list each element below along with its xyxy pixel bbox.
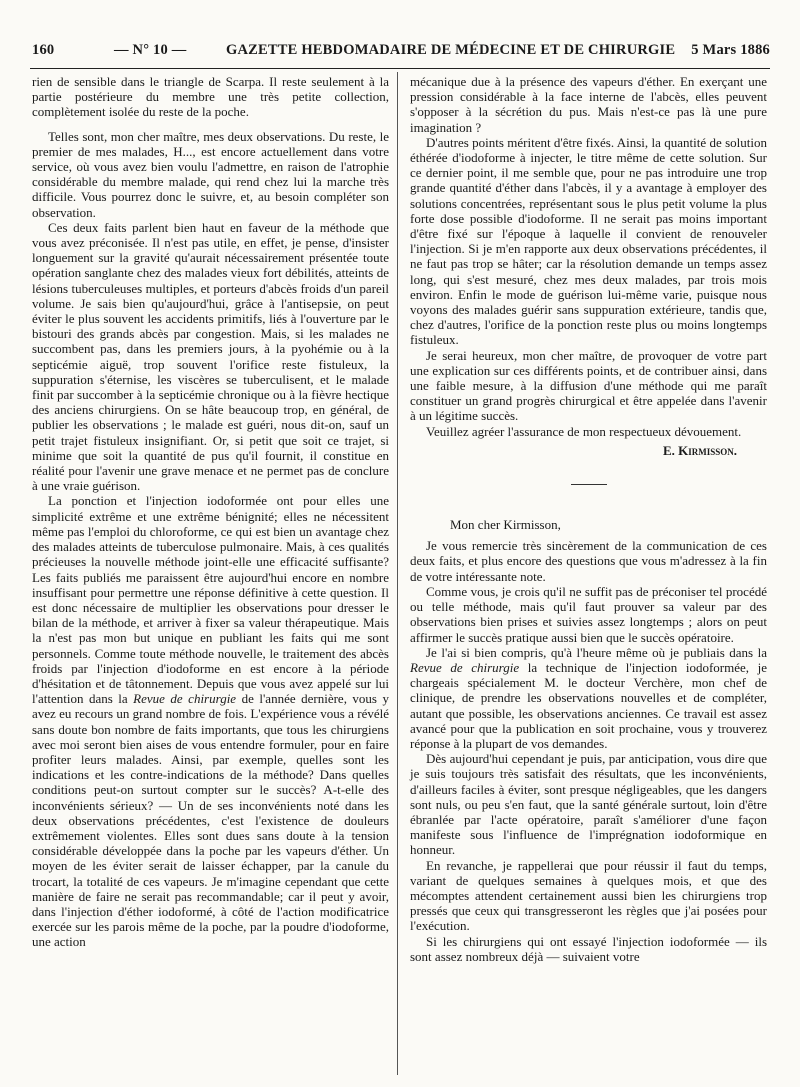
journal-title: GAZETTE HEBDOMADAIRE DE MÉDECINE ET DE CHIRURGIE (226, 42, 676, 58)
section-divider (571, 484, 607, 485)
right-column (410, 74, 767, 964)
paragraph: Telles sont, mon cher maître, mes deux observations. Du reste, le premier de mes malades, H..., est encore actuellement dans votre service, où vous avez bien voulu l'admettre, en raison de l'atrophie considérable du membre malade, qui rend chez lui la marche très difficile. Vous pourrez donc le suivre, et, au besoin compléter son observation. (32, 128, 389, 220)
paragraph: rien de sensible dans le triangle de Scarpa. Il reste seulement à la partie postérieure du membre une très petite collection, complètement isolée du reste de la poche. (32, 74, 389, 120)
paragraph: mécanique due à la présence des vapeurs d'éther. En exerçant une pression considérable à la face interne de l'abcès, elles peuvent s'opposer à la sécrétion du pus. Mais n'est-ce pas là une pure imagination ? (410, 74, 767, 135)
paragraph (410, 645, 767, 751)
paragraph-text: La ponction et l'injection iodoformée ont pour elles une simplicité extrême et une extrême bénignité; elles ne nécessitent même pas l'emploi du chloroforme, ce qui est bien un avantage chez des malades atteints de tuberculose pulmonaire. Mais, à ces qualités précieuses la nouvelle méthode joint-elle une efficacité suffisante? Les faits publiés me paraissent être aujourd'hui encore en nombre insuffisant pour permettre une réponse définitive à cette question. Il est donc nécessaire de multiplier les observations pour dresser le bilan de la méthode, et arriver à fixer sa valeur thérapeutique. Mais la n'est pas mon but unique en publiant les faits qui me sont personnels. Comme toute méthode nouvelle, le traitement des abcès froids par l'injection d'iodoforme en est encore à la période d'hésitation et de tâtonnement. Depuis que vous avez appelé sur lui l'attention dans la (32, 493, 389, 707)
issue-date: 5 Mars 1886 (691, 42, 770, 58)
paragraph: D'autres points méritent d'être fixés. Ainsi, la quantité de solution éthérée d'iodoforme à injecter, le titre même de cette solution. Sur ce dernier point, il me semble que, pour ne pas introduire une trop grande quantité d'éther dans l'abcès, il y a avantage à employer des solutions concentrées, représentant sous le plus petit volume la plus forte dose possible d'iodoforme. Il ne serait pas moins important d'être fixé sur l'époque à laquelle il convient de renouveler l'injection. Si je m'en rapporte aux deux observations précédentes, il ne faut pas trop se hâter; car la résolution demande un temps assez long, qui s'est mesuré, chez mes deux malades, par trois mois environ. Enfin le mode de guérison lui-même varie, puisque nous voyons des malades guérir sans suppuration extérieure, tandis que, chez d'autres, l'orifice de la ponction reste plus ou moins longtemps fistuleux. (410, 134, 767, 348)
paragraph: Je vous remercie très sincèrement de la communication de ces deux faits, et plus encore des questions que vous m'adressez à la fin de votre intéressante note. (410, 538, 767, 584)
column-divider (397, 72, 398, 1075)
signature: E. Kirmisson. (662, 442, 737, 458)
paragraph: Ces deux faits parlent bien haut en faveur de la méthode que vous avez préconisée. Il n'est pas utile, en effet, je pense, d'insister longuement sur la gravité qu'aurait nécessairement présentée toute opération sanglante chez des malades vieux fort débilités, atteints de lésions tuberculeuses multiples, et porteurs d'abcès froids d'un pareil volume. Je sais bien qu'aujourd'hui, grâce à l'antisepsie, on peut éviter le plus souvent les accidents primitifs, liés à l'ouverture par le bistouri des grands abcès par congestion. Mais, si les malades ne succombent pas, dans les premiers jours, à la pyohémie ou à la septicémie aiguë, trop souvent l'orifice reste fistuleux, la suppuration s'éternise, les viscères se tuberculisent, et le malade finit par succomber à la septicémie chronique ou à la fièvre hectique des anciens chirurgiens. On se hâte beaucoup trop, en général, de publier les observations ; le malade est guéri, nous dit-on, sauf un petit trajet fistuleux insignifiant. Or, si petit que soit ce trajet, si minime que soit la quantité de pus qu'il fournit, il constitue en réalité pour l'avenir une grave menace et ne permet pas de conclure à une vraie guérison. (32, 219, 389, 494)
salutation: Mon cher Kirmisson, (450, 517, 561, 533)
left-column (32, 74, 389, 950)
paragraph (32, 493, 389, 949)
page-number: 160 (32, 42, 55, 58)
paragraph: Veuillez agréer l'assurance de mon respectueux dévouement. (426, 423, 742, 439)
journal-reference: Revue de chirurgie (133, 691, 237, 707)
paragraph-text: la technique de l'injection iodoformée, je chargeais spécialement M. le docteur Verchère, mon chef de clinique, de prendre les observations nouvelles et de compléter, autant que possible, les observations anciennes. Ce travail est assez avancé pour que la publication en soit prochaine, vous y trouverez réponse à la plupart de vos demandes. (410, 659, 768, 751)
journal-reference: Revue de chirurgie (410, 659, 520, 675)
paragraph: Comme vous, je crois qu'il ne suffit pas de préconiser tel procédé ou telle méthode, mais qu'il faut prouver sa valeur par des observations bien prises et suivies assez longtemps ; alors on peut affirmer le succès pratique aussi bien que le succès opératoire. (410, 583, 767, 645)
header-rule (30, 68, 770, 69)
paragraph: Si les chirurgiens qui ont essayé l'injection iodoformée — ils sont assez nombreux déjà — suivaient votre (410, 933, 767, 964)
paragraph: Dès aujourd'hui cependant je puis, par anticipation, vous dire que je suis toujours très satisfait des résultats, que les inconvénients, d'ailleurs faciles à éviter, sont presque négligeables, que les dangers sont nuls, ou peu s'en faut, que la santé générale surtout, loin d'être ébranlée par l'acte opératoire, paraît s'améliorer d'une façon manifeste sous l'influence de l'imprégnation iodoformique en honneur. (410, 751, 767, 858)
paragraph-text: de l'année dernière, vous y avez eu recours un grand nombre de fois. L'expérience vous a révélé sans doute bon nombre de faits importants, que tous les chirurgiens avec moi seront bien aises de vous entendre formuler, pour en faire profiter leurs malades. Ainsi, par exemple, quelles sont les indications et les contre-indications de la méthode? Dans quelles conditions peut-on surtout compter sur le succès? A-t-elle des inconvénients sérieux? — Un de ses inconvénients noté dans les deux observations précédentes, c'est l'existence de douleurs extrêmement violentes. Elles sont dues sans doute à la tension considérable développée dans la poche par les vapeurs d'éther. Un moyen de les éviter serait de laisser échapper, par la canule du trocart, la totalité de ces vapeurs. Je m'imagine cependant que cette manière de faire ne serait pas recommandable; car il peut y avoir, dans l'injection d'éther iodoformé, à côté de l'action modificatrice exercée sur les parois même de la poche, par la poudre d'iodoforme, une action (32, 691, 389, 950)
paragraph: Je serai heureux, mon cher maître, de provoquer de votre part une explication sur ces différents points, et de contribuer ainsi, dans une faible mesure, à la diffusion d'une méthode qui me paraît constituer un grand progrès chirurgical et être appelée dans l'avenir à un légitime succès. (410, 347, 767, 424)
running-header (30, 42, 770, 66)
issue-number: — N° 10 — (114, 42, 187, 58)
paragraph: En revanche, je rappellerai que pour réussir il faut du temps, variant de quelques semaines à quelques mois, et que des mécomptes attendent certainement aussi bien les chirurgiens trop pressés que ceux qui transgresseront les règles que j'ai posées pour l'exécution. (410, 857, 767, 934)
paragraph-text: Je l'ai si bien compris, qu'à l'heure même où je publiais dans la (426, 644, 767, 660)
